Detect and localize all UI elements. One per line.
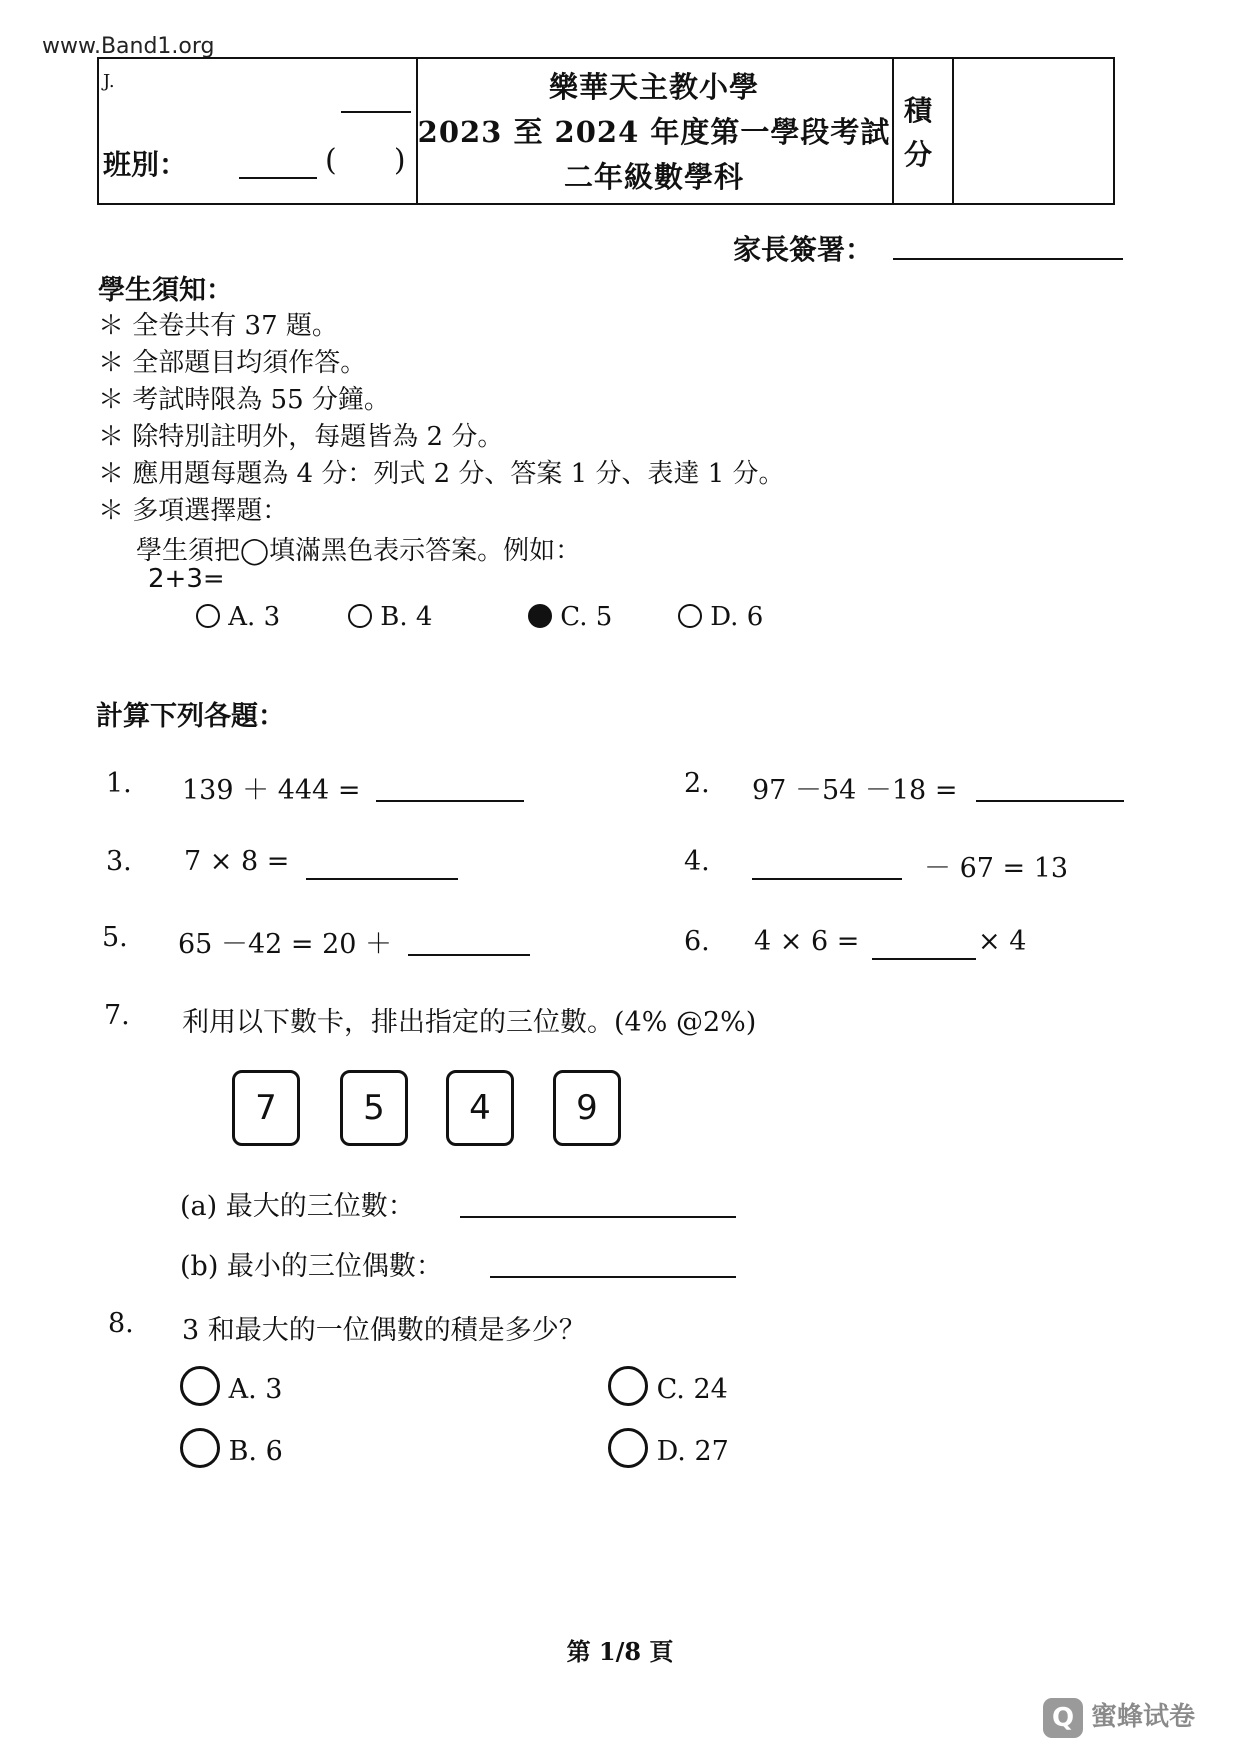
site-url: www.Band1.org <box>42 34 215 59</box>
exam-title-cell <box>416 59 894 203</box>
instruction-item: ＊ 多項選擇題： <box>98 496 289 526</box>
answer-blank-2 <box>976 800 1124 802</box>
example-option-d: D. 6 <box>678 602 763 632</box>
question-number: 8. <box>108 1308 134 1339</box>
example-option-a: A. 3 <box>196 602 280 632</box>
question-number: 4. <box>684 846 710 877</box>
answer-blank-7b <box>490 1276 736 1278</box>
instruction-item: ＊ 全卷共有 37 題。 <box>98 311 338 341</box>
question-number: 5. <box>102 922 128 953</box>
watermark-logo-icon: Q <box>1043 1698 1083 1738</box>
question-number: 3. <box>106 846 132 877</box>
question-2-text: 97 －54 －18 = <box>752 775 958 806</box>
number-card: 7 <box>232 1070 300 1146</box>
answer-blank-5 <box>408 954 530 956</box>
parent-signature-line <box>893 258 1123 260</box>
answer-blank-1 <box>376 800 524 802</box>
exam-name: 2023 至 2024 年度第一學段考試 <box>417 115 891 149</box>
option-circle <box>678 604 702 628</box>
question-6-text: 4 × 6 = <box>754 926 860 957</box>
instruction-item: ＊ 考試時限為 55 分鐘。 <box>98 385 390 415</box>
number-card: 5 <box>340 1070 408 1146</box>
question-7-text: 利用以下數卡，排出指定的三位數。(4% @2%) <box>182 1007 757 1038</box>
question-8-option-c: C. 24 <box>608 1366 728 1406</box>
example-option-c-filled: C. 5 <box>528 602 612 632</box>
question-8-option-a: A. 3 <box>180 1366 282 1406</box>
instruction-item: ＊ 全部題目均須作答。 <box>98 348 367 378</box>
number-card: 4 <box>446 1070 514 1146</box>
example-option-b: B. 4 <box>348 602 432 632</box>
option-circle <box>180 1366 220 1406</box>
question-7b-text: (b) 最小的三位偶數： <box>180 1251 443 1282</box>
option-circle <box>348 604 372 628</box>
class-label: 班別： <box>103 148 188 181</box>
question-number: 1. <box>106 768 132 799</box>
school-name: 樂華天主教小學 <box>548 70 759 104</box>
name-blank <box>341 111 411 113</box>
exam-header <box>97 57 1115 205</box>
question-4-text: － 67 = 13 <box>924 853 1069 884</box>
answer-blank-6 <box>872 958 976 960</box>
question-3-text: 7 × 8 = <box>184 846 290 877</box>
instructions-title: 學生須知： <box>98 275 233 306</box>
option-circle <box>608 1428 648 1468</box>
section-title: 計算下列各題： <box>96 701 285 732</box>
question-8-option-b: B. 6 <box>180 1428 283 1468</box>
score-label-cell <box>892 59 954 203</box>
question-1-text: 139 ＋ 444 = <box>182 775 361 806</box>
question-5-text: 65 －42 = 20 ＋ <box>178 929 393 960</box>
class-number-paren: ( ) <box>325 143 406 178</box>
name-fragment: J. <box>103 71 115 92</box>
page-number: 第 1/8 頁 <box>566 1637 674 1666</box>
score-label-2: 分 <box>904 138 933 171</box>
instruction-item: ＊ 除特別註明外，每題皆為 2 分。 <box>98 422 504 452</box>
student-info-cell <box>99 59 418 203</box>
question-8-option-d: D. 27 <box>608 1428 729 1468</box>
subject-name: 二年級數學科 <box>563 160 744 194</box>
filled-option-circle <box>528 604 552 628</box>
question-8-text: 3 和最大的一位偶數的積是多少？ <box>182 1315 586 1346</box>
watermark: Q 蜜蜂试卷 <box>1043 1696 1195 1738</box>
answer-blank-4 <box>752 878 902 880</box>
question-number: 2. <box>684 768 710 799</box>
option-circle <box>608 1366 648 1406</box>
option-circle <box>196 604 220 628</box>
parent-signature-label: 家長簽署： <box>733 233 874 266</box>
answer-blank-3 <box>306 878 458 880</box>
instruction-item: ＊ 應用題每題為 4 分：列式 2 分、答案 1 分、表達 1 分。 <box>98 459 785 489</box>
score-label-1: 積 <box>904 94 933 127</box>
mc-note: 學生須把◯填滿黑色表示答案。例如： <box>136 536 582 566</box>
question-number: 7. <box>104 1000 130 1031</box>
question-number: 6. <box>684 926 710 957</box>
option-circle <box>180 1428 220 1468</box>
score-box <box>952 59 1113 203</box>
question-6-suffix: × 4 <box>978 926 1027 957</box>
question-7a-text: (a) 最大的三位數： <box>180 1191 415 1222</box>
class-blank <box>239 177 317 179</box>
example-question: 2+3= <box>148 564 225 594</box>
number-card: 9 <box>553 1070 621 1146</box>
answer-blank-7a <box>460 1216 736 1218</box>
